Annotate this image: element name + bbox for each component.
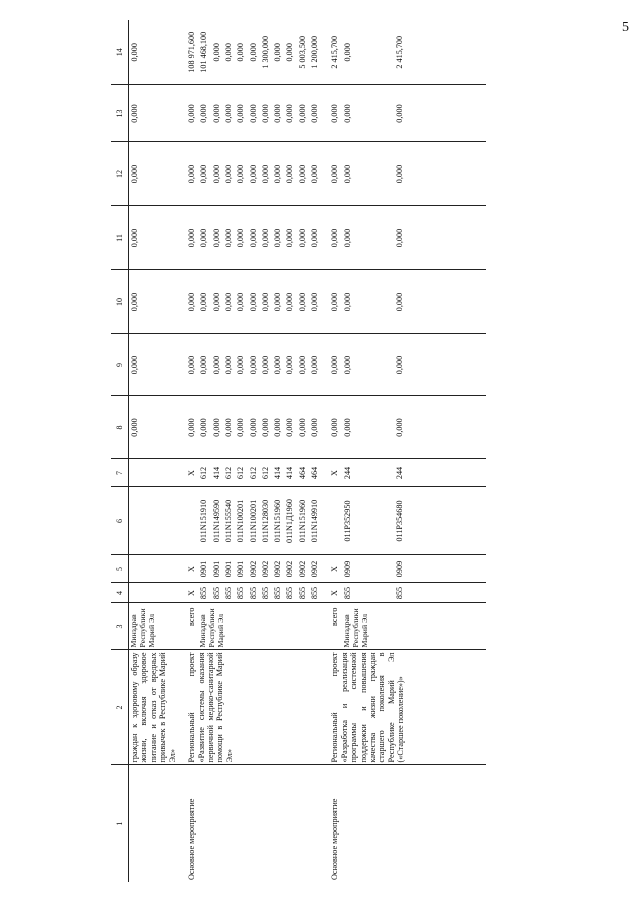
cell-value: 0,000 — [297, 206, 309, 270]
cell-value: 2 415,700 — [394, 20, 486, 85]
cell-value: 0,000 — [342, 270, 394, 334]
cell-rzpr: 0902 — [260, 555, 272, 583]
cell-value: 0,000 — [297, 142, 309, 206]
cell-value: 0,000 — [309, 396, 321, 459]
cell-grbs — [129, 583, 179, 603]
cell-description: Региональный проект «Развитие системы оказания первичной медико-санитарной помощи в Республике Марий Эл» — [178, 650, 321, 765]
cell-value: 0,000 — [223, 142, 235, 206]
cell-value: 0,000 — [272, 334, 284, 396]
cell-value: 0,000 — [129, 85, 179, 142]
cell-csr: 011N100201 — [235, 487, 247, 555]
cell-item-type — [235, 765, 247, 882]
cell-item-type: Основное мероприятие — [330, 798, 340, 880]
cell-value: 0,000 — [248, 85, 260, 142]
cell-value: 0,000 — [178, 334, 198, 396]
cell-grbs: 855 — [297, 583, 309, 603]
cell-value: 0,000 — [272, 206, 284, 270]
table-row — [321, 20, 341, 882]
cell-value: 0,000 — [394, 206, 486, 270]
cell-value: 0,000 — [198, 142, 210, 206]
cell-value: 0,000 — [223, 20, 235, 85]
cell-value: 0,000 — [342, 20, 394, 85]
cell-value: 101 468,100 — [198, 20, 210, 85]
cell-rzpr: 0902 — [284, 555, 296, 583]
cell-csr: 011N151910 — [198, 487, 210, 555]
cell-executor: Минздрав Республики Марий Эл — [342, 603, 394, 650]
cell-value: 1 300,000 — [260, 20, 272, 85]
cell-value: 0,000 — [309, 270, 321, 334]
cell-vr: 612 — [248, 459, 260, 487]
cell-item-type — [248, 765, 260, 882]
cell-value: 0,000 — [248, 270, 260, 334]
cell-value: 108 971,600 — [178, 20, 198, 85]
cell-csr: 011N128030 — [260, 487, 272, 555]
cell-rzpr: 0902 — [272, 555, 284, 583]
col-header: 9 — [111, 334, 129, 396]
cell-value: 0,000 — [235, 270, 247, 334]
cell-grbs: 855 — [272, 583, 284, 603]
cell-value: 0,000 — [342, 206, 394, 270]
cell-csr: 011N151960 — [272, 487, 284, 555]
cell-value: 0,000 — [284, 142, 296, 206]
cell-value: 0,000 — [178, 270, 198, 334]
cell-rzpr: 0902 — [297, 555, 309, 583]
cell-value: 0,000 — [178, 206, 198, 270]
cell-vr: X — [178, 459, 198, 487]
cell-value: 0,000 — [211, 334, 223, 396]
cell-item-type — [394, 765, 486, 882]
cell-vr: 612 — [198, 459, 210, 487]
cell-value: 0,000 — [309, 142, 321, 206]
cell-value: 0,000 — [198, 270, 210, 334]
cell-value: 1 200,000 — [309, 20, 321, 85]
col-header: 12 — [111, 142, 129, 206]
cell-item-type — [129, 765, 179, 882]
cell-value: 0,000 — [211, 142, 223, 206]
cell-grbs: 855 — [211, 583, 223, 603]
col-header: 6 — [111, 487, 129, 555]
cell-rzpr: X — [178, 555, 198, 583]
cell-value: 0,000 — [223, 206, 235, 270]
cell-rzpr: 0901 — [235, 555, 247, 583]
cell-csr — [129, 487, 179, 555]
cell-vr: 244 — [342, 459, 394, 487]
cell-value: 0,000 — [223, 85, 235, 142]
cell-rzpr — [129, 555, 179, 583]
cell-value: 0,000 — [309, 85, 321, 142]
cell-value: 0,000 — [198, 334, 210, 396]
page-number: 5 — [622, 20, 629, 35]
cell-value: 0,000 — [248, 334, 260, 396]
cell-csr: 011P354680 — [394, 487, 486, 555]
rotated-page — [111, 20, 639, 882]
col-header: 3 — [111, 603, 129, 650]
col-header: 13 — [111, 85, 129, 142]
cell-description: граждан к здоровому образу жизни, включая здоровое питание и отказ от вредных привычек в Республике Марий Эл» — [129, 650, 179, 765]
cell-rzpr: 0909 — [342, 555, 394, 583]
col-header: 14 — [111, 20, 129, 85]
cell-grbs: 855 — [342, 583, 394, 603]
cell-executor — [394, 603, 486, 650]
cell-csr: 011N149590 — [211, 487, 223, 555]
cell-vr: 612 — [260, 459, 272, 487]
cell-executor: всего — [321, 603, 341, 650]
cell-value: 0,000 — [235, 206, 247, 270]
cell-value: 0,000 — [235, 142, 247, 206]
cell-value: 0,000 — [342, 334, 394, 396]
cell-value: 0,000 — [129, 334, 179, 396]
cell-grbs: 855 — [394, 583, 486, 603]
cell-value: 0,000 — [284, 20, 296, 85]
cell-item-type — [342, 765, 394, 882]
cell-executor: всего — [178, 603, 198, 650]
cell-item-type — [297, 765, 309, 882]
cell-value: 0,000 — [394, 270, 486, 334]
cell-value: 0,000 — [284, 85, 296, 142]
cell-value: 0,000 — [248, 142, 260, 206]
cell-value: 0,000 — [321, 142, 341, 206]
cell-value: 0,000 — [211, 396, 223, 459]
cell-value: 0,000 — [129, 20, 179, 85]
cell-value: 0,000 — [394, 334, 486, 396]
cell-value: 0,000 — [235, 396, 247, 459]
cell-value: 0,000 — [260, 85, 272, 142]
cell-value: 0,000 — [211, 20, 223, 85]
cell-item-type — [284, 765, 296, 882]
cell-value: 0,000 — [297, 396, 309, 459]
cell-value: 0,000 — [248, 396, 260, 459]
cell-value: 5 003,500 — [297, 20, 309, 85]
cell-value: 0,000 — [297, 85, 309, 142]
cell-csr — [321, 487, 341, 555]
cell-value: 0,000 — [284, 334, 296, 396]
cell-value: 0,000 — [272, 270, 284, 334]
cell-item-type — [260, 765, 272, 882]
cell-value: 0,000 — [129, 396, 179, 459]
cell-value: 0,000 — [129, 142, 179, 206]
cell-value: 0,000 — [260, 270, 272, 334]
cell-vr: X — [321, 459, 341, 487]
cell-value: 0,000 — [260, 396, 272, 459]
cell-vr: 612 — [235, 459, 247, 487]
cell-value: 0,000 — [211, 85, 223, 142]
cell-csr: 011N155540 — [223, 487, 235, 555]
cell-value: 0,000 — [129, 270, 179, 334]
cell-vr: 414 — [284, 459, 296, 487]
cell-value: 0,000 — [198, 85, 210, 142]
cell-grbs: X — [321, 583, 341, 603]
cell-vr: 612 — [223, 459, 235, 487]
cell-value: 0,000 — [223, 334, 235, 396]
cell-value: 0,000 — [321, 270, 341, 334]
cell-grbs: X — [178, 583, 198, 603]
cell-grbs: 855 — [223, 583, 235, 603]
cell-vr: 414 — [211, 459, 223, 487]
cell-rzpr: X — [321, 555, 341, 583]
col-header: 1 — [111, 765, 129, 882]
cell-value: 0,000 — [321, 85, 341, 142]
cell-value: 0,000 — [394, 85, 486, 142]
cell-value: 0,000 — [342, 396, 394, 459]
col-header: 7 — [111, 459, 129, 487]
cell-value: 0,000 — [394, 142, 486, 206]
cell-csr: 011N1Д1960 — [284, 487, 296, 555]
table-row — [178, 20, 198, 882]
cell-vr: 244 — [394, 459, 486, 487]
cell-value: 0,000 — [342, 85, 394, 142]
cell-csr: 011N151960 — [297, 487, 309, 555]
cell-rzpr: 0901 — [223, 555, 235, 583]
cell-value: 0,000 — [223, 270, 235, 334]
cell-value: 0,000 — [284, 270, 296, 334]
cell-value: 0,000 — [272, 20, 284, 85]
cell-executor: Минздрав Республики Марий Эл — [129, 603, 179, 650]
col-header: 11 — [111, 206, 129, 270]
cell-value: 0,000 — [178, 85, 198, 142]
cell-item-type — [211, 765, 223, 882]
cell-value: 0,000 — [235, 334, 247, 396]
cell-value: 0,000 — [321, 206, 341, 270]
cell-value: 0,000 — [394, 396, 486, 459]
cell-grbs: 855 — [260, 583, 272, 603]
header-row — [111, 20, 129, 882]
col-header: 5 — [111, 555, 129, 583]
cell-value: 0,000 — [297, 334, 309, 396]
cell-value: 0,000 — [260, 334, 272, 396]
cell-value: 0,000 — [260, 206, 272, 270]
cell-value: 2 415,700 — [321, 20, 341, 85]
cell-grbs: 855 — [284, 583, 296, 603]
cell-value: 0,000 — [284, 206, 296, 270]
cell-rzpr: 0902 — [248, 555, 260, 583]
cell-vr: 464 — [309, 459, 321, 487]
cell-csr: 011P352950 — [342, 487, 394, 555]
cell-value: 0,000 — [272, 396, 284, 459]
cell-value: 0,000 — [321, 396, 341, 459]
cell-description: Региональный проект «Разработка и реализация программы системной поддержки и повышения качества жизни граждан старшего поколения в Республике Марий Эл («Старшее поколение»)» — [321, 650, 485, 765]
cell-value: 0,000 — [297, 270, 309, 334]
cell-grbs: 855 — [198, 583, 210, 603]
cell-vr — [129, 459, 179, 487]
cell-grbs: 855 — [309, 583, 321, 603]
cell-vr: 464 — [297, 459, 309, 487]
cell-value: 0,000 — [309, 334, 321, 396]
cell-value: 0,000 — [198, 396, 210, 459]
cell-value: 0,000 — [198, 206, 210, 270]
col-header: 8 — [111, 396, 129, 459]
cell-value: 0,000 — [235, 20, 247, 85]
cell-value: 0,000 — [321, 334, 341, 396]
cell-value: 0,000 — [284, 396, 296, 459]
cell-csr: 011N149910 — [309, 487, 321, 555]
cell-value: 0,000 — [129, 206, 179, 270]
cell-value: 0,000 — [248, 20, 260, 85]
cell-value: 0,000 — [248, 206, 260, 270]
cell-vr: 414 — [272, 459, 284, 487]
cell-item-type — [272, 765, 284, 882]
cell-value: 0,000 — [235, 85, 247, 142]
cell-rzpr: 0902 — [309, 555, 321, 583]
cell-value: 0,000 — [223, 396, 235, 459]
cell-value: 0,000 — [342, 142, 394, 206]
col-header: 10 — [111, 270, 129, 334]
table-row — [129, 20, 179, 882]
col-header: 2 — [111, 650, 129, 765]
cell-grbs: 855 — [248, 583, 260, 603]
cell-rzpr: 0909 — [394, 555, 486, 583]
cell-value: 0,000 — [272, 142, 284, 206]
cell-rzpr: 0901 — [198, 555, 210, 583]
cell-csr: 011N100201 — [248, 487, 260, 555]
cell-item-type: Основное мероприятие — [187, 798, 197, 880]
cell-rzpr: 0901 — [211, 555, 223, 583]
col-header: 4 — [111, 583, 129, 603]
cell-item-type — [223, 765, 235, 882]
cell-value: 0,000 — [211, 206, 223, 270]
cell-grbs: 855 — [235, 583, 247, 603]
cell-value: 0,000 — [272, 85, 284, 142]
cell-value: 0,000 — [260, 142, 272, 206]
cell-item-type — [198, 765, 210, 882]
cell-csr — [178, 487, 198, 555]
cell-value: 0,000 — [211, 270, 223, 334]
cell-value: 0,000 — [309, 206, 321, 270]
cell-executor: Минздрав Республики Марий Эл — [198, 603, 321, 650]
cell-value: 0,000 — [178, 396, 198, 459]
cell-item-type — [309, 765, 321, 882]
budget-table — [111, 20, 486, 882]
cell-value: 0,000 — [178, 142, 198, 206]
